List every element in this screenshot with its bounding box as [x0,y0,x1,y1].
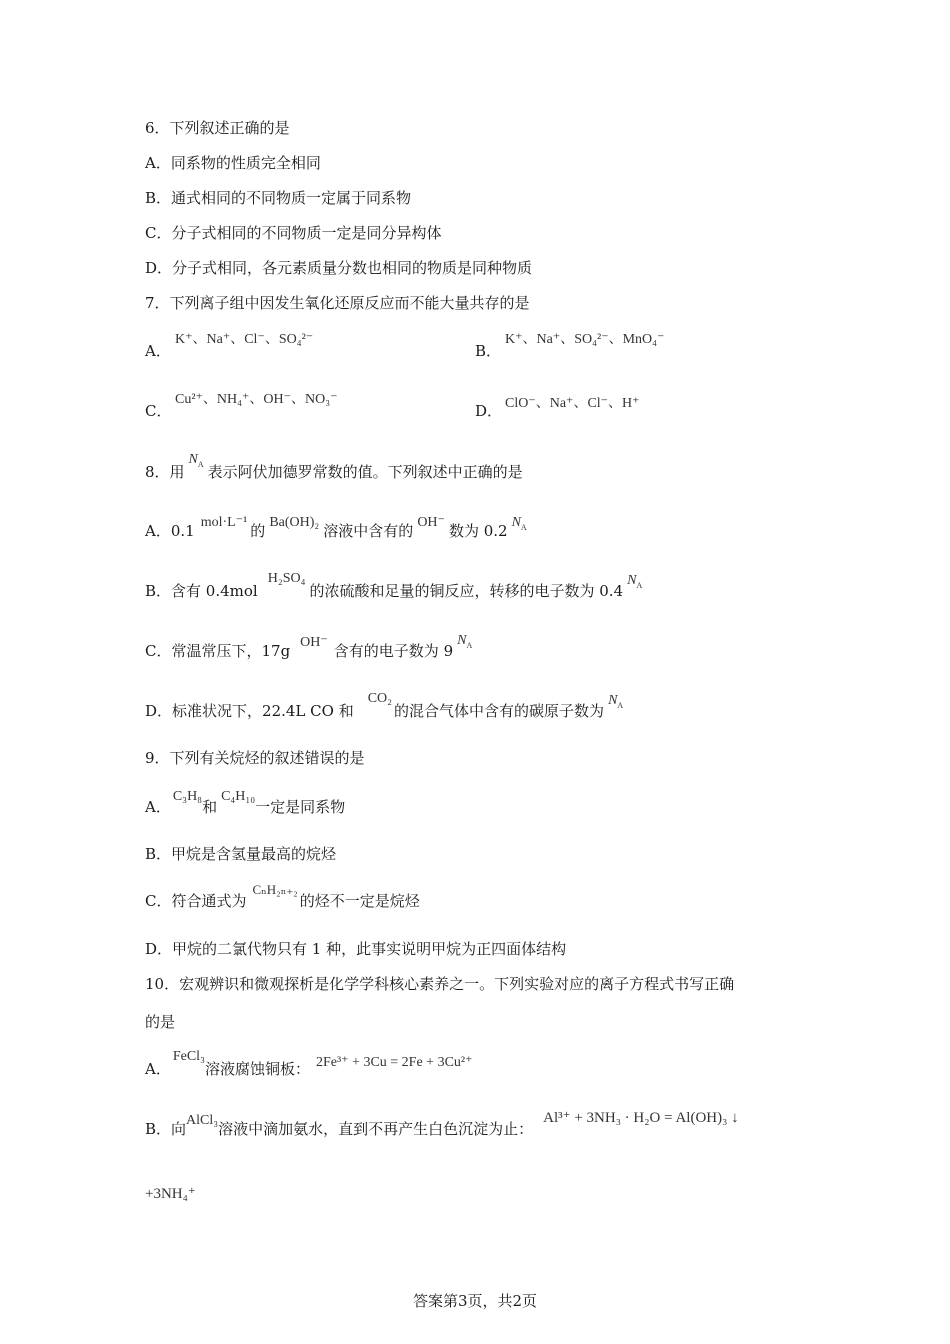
q7-stem: 7．下列离子组中因发生氧化还原反应而不能大量共存的是 [145,294,530,312]
q10-stem-line-2: 的是 [145,1013,176,1031]
q7-option-d-label: D． [475,402,503,420]
q8-c-ion: OH⁻ [300,635,328,650]
q8-stem-pre: 8．用 [145,463,185,481]
q9-option-b: B．甲烷是含氢量最高的烷烃 [145,845,337,863]
q9-stem: 9．下列有关烷烃的叙述错误的是 [145,749,365,767]
q9-option-d: D．甲烷的二氯代物只有 1 种，此事实说明甲烷为正四面体结构 [145,940,567,958]
q10-b-equation: Al³⁺ + 3NH₃ · H₂O = Al(OH)₃ ↓ [543,1110,739,1126]
q6-option-b: B．通式相同的不同物质一定属于同系物 [145,189,412,207]
na-symbol: $N_A$ [511,515,527,532]
page-footer: 答案第3页，共2页 [412,1292,538,1310]
na-symbol: $N_A$ [457,633,473,650]
q10-b-formula: AlCl₃ [186,1113,219,1128]
q8-option-c: C．常温常压下，17g OH⁻ 含有的电子数为 $9N_A$ [145,633,473,660]
q10-option-b: B．向AlCl₃溶液中滴加氨水，直到不再产生白色沉淀为止：Al³⁺ + 3NH₃ · H₂O = Al(OH)₃ ↓ [145,1110,739,1138]
q10-option-a: A．FeCl₃溶液腐蚀铜板： 2Fe³⁺ + 3Cu = 2Fe + 3Cu²⁺ [145,1049,473,1078]
q9-a-formula-1: C₃H₈ [172,789,203,804]
q9-c-formula: CₙH₂ₙ₊₂ [252,882,298,897]
q6-option-a: A．同系物的性质完全相同 [145,154,321,172]
q7-option-c-label: C． [145,402,172,420]
q7-option-a-ions: K⁺、Na⁺、Cl⁻、SO₄²⁻ [175,332,314,347]
q9-a-formula-2: C₄H₁₀ [221,789,256,804]
na-symbol: $N_A$ [627,573,643,590]
q10-b-equation-continued: +3NH₄⁺ [145,1186,196,1202]
q7-option-c-ions: Cu²⁺、NH₄⁺、OH⁻、NO₃⁻ [175,392,338,407]
q8-option-a: A．0.1 mol·L⁻¹ 的 Ba(OH)₂ 溶液中含有的 OH⁻ 数为 0.2 $N_A$ [145,515,527,540]
q8-a-formula: Ba(OH)₂ [269,515,320,530]
q7-option-d-ions: ClO⁻、Na⁺、Cl⁻、H⁺ [505,396,640,411]
na-symbol: $N_A$ [188,452,204,469]
q9-option-c: C．符合通式为CₙH₂ₙ₊₂的烃不一定是烷烃 [145,882,420,910]
q8-a-ion: OH⁻ [417,515,445,530]
q7-option-b-label: B． [475,342,502,360]
q8-a-unit: mol·L⁻¹ [200,515,248,530]
q8-b-formula: H₂SO₄ [267,571,306,586]
q10-a-equation: 2Fe³⁺ + 3Cu = 2Fe + 3Cu²⁺ [315,1055,473,1070]
na-symbol: $N_A$ [608,693,624,710]
q10-a-formula: FeCl₃ [172,1049,205,1064]
q6-stem: 6．下列叙述正确的是 [145,119,290,137]
q6-option-d: D．分子式相同，各元素质量分数也相同的物质是同种物质 [145,259,533,277]
q6-option-c: C．分子式相同的不同物质一定是同分异构体 [145,224,442,242]
q7-option-b-ions: K⁺、Na⁺、SO₄²⁻、MnO₄⁻ [505,332,665,347]
q7-option-a-label: A． [145,342,171,360]
q10-stem-line-1: 10．宏观辨识和微观探析是化学学科核心素养之一。下列实验对应的离子方程式书写正确 [145,975,735,993]
q8-option-b: B．含有 0.4molH₂SO₄的浓硫酸和足量的铜反应，转移的电子数为 $0.4N_A$ [145,571,643,600]
q8-option-d: D．标准状况下，22.4L CO 和CO₂的混合气体中含有的碳原子数为$N_A$ [145,691,624,720]
q9-option-a: A．C₃H₈和C₄H₁₀一定是同系物 [145,789,346,816]
q8-d-formula: CO₂ [367,691,393,706]
q8-stem [145,452,523,489]
q8-stem-post: 表示阿伏加德罗常数的值。下列叙述中正确的是 [207,463,523,481]
